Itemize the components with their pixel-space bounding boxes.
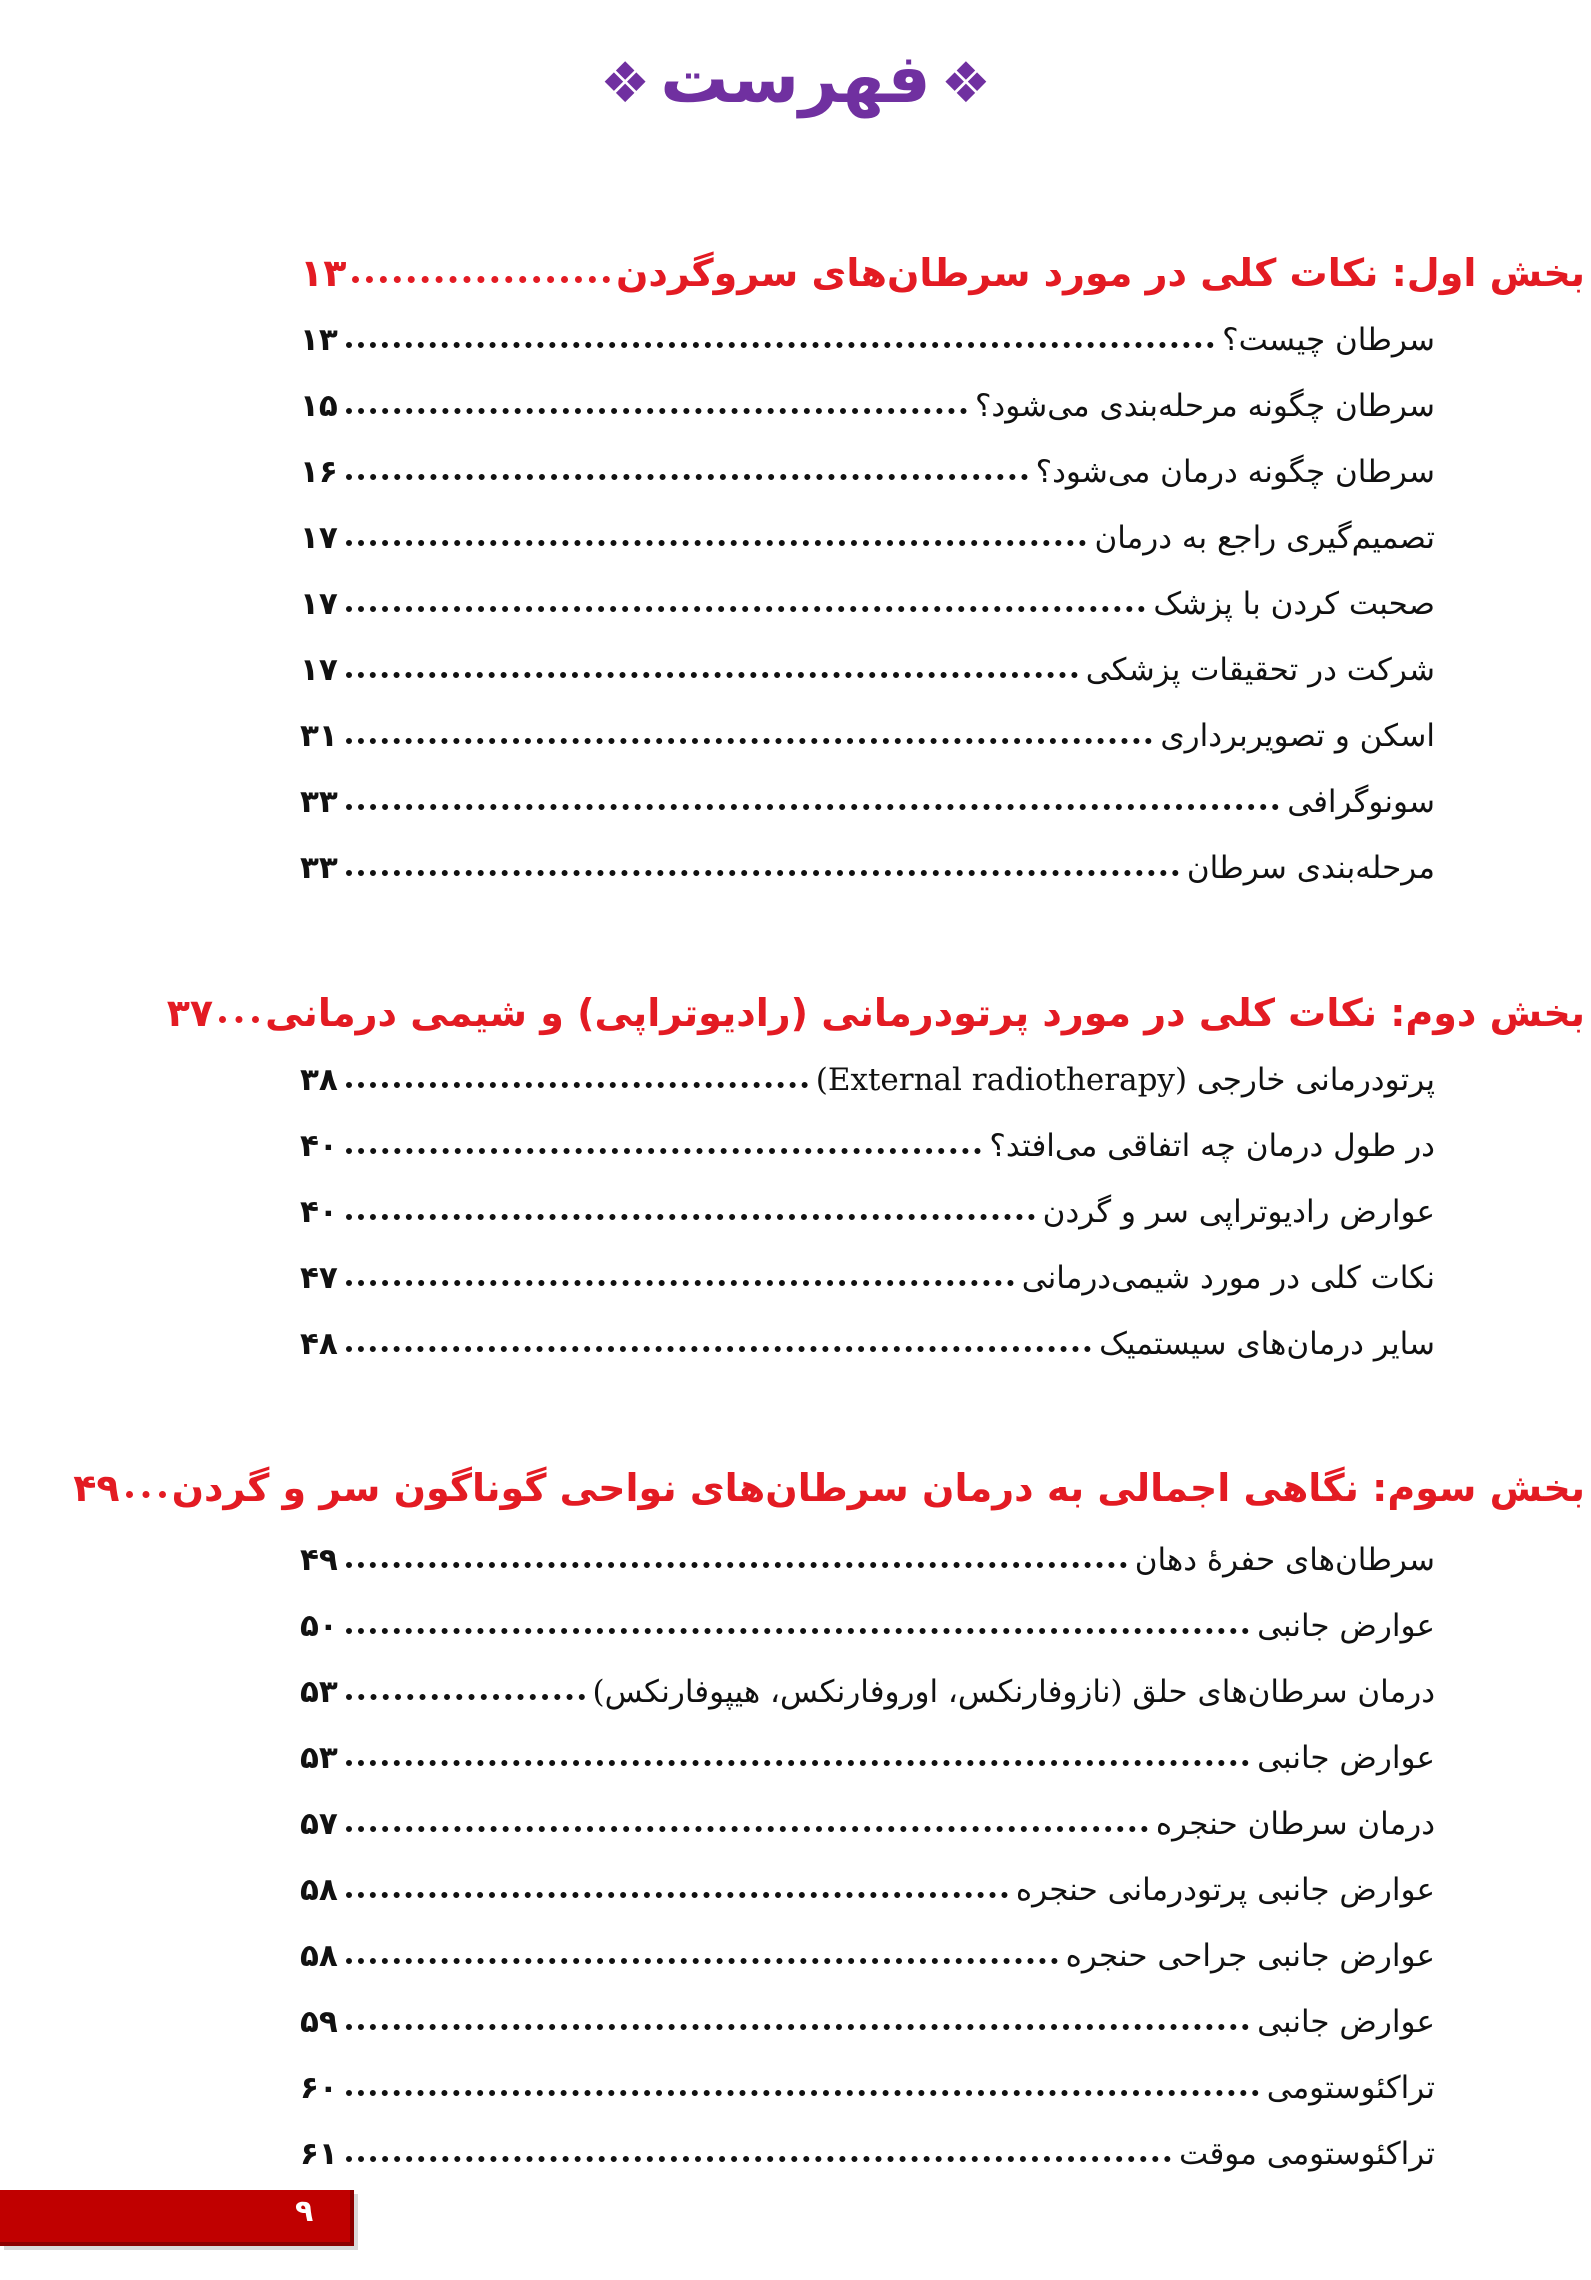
dot-leader xyxy=(126,1491,166,1498)
section-title: بخش سوم: نگاهی اجمالی به درمان سرطان‌های نواحی گوناگون سر و گردن xyxy=(171,1466,1585,1510)
section-page-number: ۱۳ xyxy=(300,251,347,295)
dot-leader xyxy=(346,408,967,414)
toc-entry[interactable] xyxy=(300,570,1435,622)
section-title: بخش دوم: نکات کلی در مورد پرتودرمانی (رادیوتراپی) و شیمی درمانی xyxy=(265,991,1585,1035)
toc-entry-page: ۵۹ xyxy=(300,2004,338,2040)
dot-leader xyxy=(346,1958,1058,1964)
toc-entry[interactable] xyxy=(300,636,1435,688)
toc-entry-title: مرحله‌بندی سرطان xyxy=(1186,850,1435,886)
dot-leader xyxy=(346,1148,982,1154)
dot-leader xyxy=(346,2156,1171,2162)
toc-entry-page: ۴۸ xyxy=(300,1326,338,1362)
dot-leader xyxy=(346,672,1078,678)
toc-entry-title: عوارض جانبی xyxy=(1257,2004,1435,2040)
toc-entry-title: تصمیم‌گیری راجع به درمان xyxy=(1094,520,1435,556)
toc-entry-page: ۴۷ xyxy=(300,1260,338,1296)
dot-leader xyxy=(346,540,1087,546)
toc-entry-title: سرطان‌های حفرۀ دهان xyxy=(1134,1542,1435,1578)
toc-entry[interactable] xyxy=(300,834,1435,886)
dot-leader xyxy=(346,1826,1148,1832)
toc-entry-title: تراکئوستومی موقت xyxy=(1179,2136,1435,2172)
toc-entry-page: ۶۱ xyxy=(300,2136,338,2172)
toc-entry[interactable] xyxy=(300,1112,1435,1164)
toc-entry[interactable] xyxy=(300,1244,1435,1296)
toc-entry-title: در طول درمان چه اتفاقی می‌افتد؟ xyxy=(989,1128,1435,1164)
toc-entry-page: ۱۷ xyxy=(300,586,338,622)
toc-entry[interactable] xyxy=(300,1988,1435,2040)
toc-entry-page: ۱۶ xyxy=(300,454,338,490)
toc-entry-title: عوارض جانبی xyxy=(1257,1608,1435,1644)
toc-entry[interactable] xyxy=(300,2120,1435,2172)
dot-leader xyxy=(346,738,1153,744)
dot-leader xyxy=(346,804,1279,810)
diamond-ornament-icon: ❖ xyxy=(600,51,651,116)
toc-entry-title: پرتودرمانی خارجی (External radiotherapy) xyxy=(815,1062,1435,1098)
dot-leader xyxy=(346,1694,585,1700)
toc-entry[interactable] xyxy=(300,2054,1435,2106)
toc-entry[interactable] xyxy=(300,1178,1435,1230)
dot-leader xyxy=(346,1280,1014,1286)
toc-entry-page: ۳۳ xyxy=(300,850,338,886)
toc-entry-page: ۵۸ xyxy=(300,1938,338,1974)
toc-entry[interactable] xyxy=(300,1790,1435,1842)
toc-entry[interactable] xyxy=(300,1856,1435,1908)
toc-entry[interactable] xyxy=(300,1310,1435,1362)
toc-entry[interactable] xyxy=(300,1046,1435,1098)
toc-entry[interactable] xyxy=(300,768,1435,820)
section-page-number: ۴۹ xyxy=(73,1466,120,1510)
page-title-text: فهرست xyxy=(660,40,931,119)
toc-entry-page: ۱۷ xyxy=(300,652,338,688)
toc-entry-page: ۴۹ xyxy=(300,1542,338,1578)
toc-entry-page: ۵۷ xyxy=(300,1806,338,1842)
toc-entry[interactable] xyxy=(300,1724,1435,1776)
toc-entry-page: ۴۰ xyxy=(300,1128,338,1164)
toc-entry-title: نکات کلی در مورد شیمی‌درمانی xyxy=(1021,1260,1435,1296)
toc-entry[interactable] xyxy=(300,306,1435,358)
dot-leader xyxy=(346,1346,1091,1352)
toc-entry[interactable] xyxy=(300,1592,1435,1644)
toc-entry-page: ۳۱ xyxy=(300,718,338,754)
toc-entry-title: سرطان چگونه مرحله‌بندی می‌شود؟ xyxy=(974,388,1435,424)
dot-leader xyxy=(346,474,1028,480)
dot-leader xyxy=(346,2024,1249,2030)
toc-entry-title: عوارض رادیوتراپی سر و گردن xyxy=(1042,1194,1435,1230)
dot-leader xyxy=(219,1016,259,1023)
toc-entry-title: صحبت کردن با پزشک xyxy=(1153,586,1435,622)
dot-leader xyxy=(346,1562,1127,1568)
toc-entry-title: اسکن و تصویربرداری xyxy=(1160,718,1435,754)
toc-entry-title: عوارض جانبی xyxy=(1257,1740,1435,1776)
dot-leader xyxy=(346,606,1146,612)
section-heading[interactable] xyxy=(300,235,1585,295)
dot-leader xyxy=(346,1892,1008,1898)
toc-entry-page: ۱۷ xyxy=(300,520,338,556)
section-heading[interactable] xyxy=(166,975,1585,1035)
toc-entry-title: سرطان چیست؟ xyxy=(1222,322,1435,358)
toc-entry-title: شرکت در تحقیقات پزشکی xyxy=(1085,652,1435,688)
toc-entry-page: ۴۰ xyxy=(300,1194,338,1230)
dot-leader xyxy=(346,1214,1035,1220)
toc-entry-page: ۵۸ xyxy=(300,1872,338,1908)
toc-entry[interactable] xyxy=(300,504,1435,556)
diamond-ornament-icon: ❖ xyxy=(940,51,991,116)
dot-leader xyxy=(346,1628,1249,1634)
toc-entry[interactable] xyxy=(300,372,1435,424)
toc-entry-title: سونوگرافی xyxy=(1287,784,1435,820)
section-heading[interactable] xyxy=(73,1450,1585,1510)
toc-entry-page: ۱۵ xyxy=(300,388,338,424)
toc-entry-page: ۵۳ xyxy=(300,1674,338,1710)
page-title xyxy=(0,40,1591,119)
toc-entry[interactable] xyxy=(300,702,1435,754)
toc-entry-title: عوارض جانبی جراحی حنجره xyxy=(1065,1938,1435,1974)
page-number-tab xyxy=(0,2190,354,2246)
toc-entry[interactable] xyxy=(300,1658,1435,1710)
toc-entry[interactable] xyxy=(300,1922,1435,1974)
toc-entry-page: ۵۳ xyxy=(300,1740,338,1776)
toc-entry[interactable] xyxy=(300,438,1435,490)
dot-leader xyxy=(346,342,1214,348)
toc-entry[interactable] xyxy=(300,1526,1435,1578)
toc-entry-page: ۵۰ xyxy=(300,1608,338,1644)
toc-entry-title: سرطان چگونه درمان می‌شود؟ xyxy=(1035,454,1435,490)
toc-entry-page: ۳۸ xyxy=(300,1062,338,1098)
toc-entry-title: درمان سرطان حنجره xyxy=(1155,1806,1435,1842)
toc-entry-title: سایر درمان‌های سیستمیک xyxy=(1099,1326,1435,1362)
toc-entry-title: درمان سرطان‌های حلق (نازوفارنکس، اوروفارنکس، هیپوفارنکس) xyxy=(592,1674,1435,1710)
section-title: بخش اول: نکات کلی در مورد سرطان‌های سروگردن xyxy=(615,251,1585,295)
section-page-number: ۳۷ xyxy=(166,991,214,1035)
toc-entry-page: ۱۳ xyxy=(300,322,338,358)
toc-entry-title: عوارض جانبی پرتودرمانی حنجره xyxy=(1015,1872,1435,1908)
dot-leader xyxy=(346,1760,1249,1766)
dot-leader xyxy=(346,1082,808,1088)
dot-leader xyxy=(352,276,610,283)
toc-entry-title: تراکئوستومی xyxy=(1266,2070,1435,2106)
dot-leader xyxy=(346,870,1179,876)
page-number: ۹ xyxy=(295,2194,314,2229)
dot-leader xyxy=(346,2090,1259,2096)
toc-entry-page: ۳۳ xyxy=(300,784,338,820)
toc-entry-page: ۶۰ xyxy=(300,2070,338,2106)
